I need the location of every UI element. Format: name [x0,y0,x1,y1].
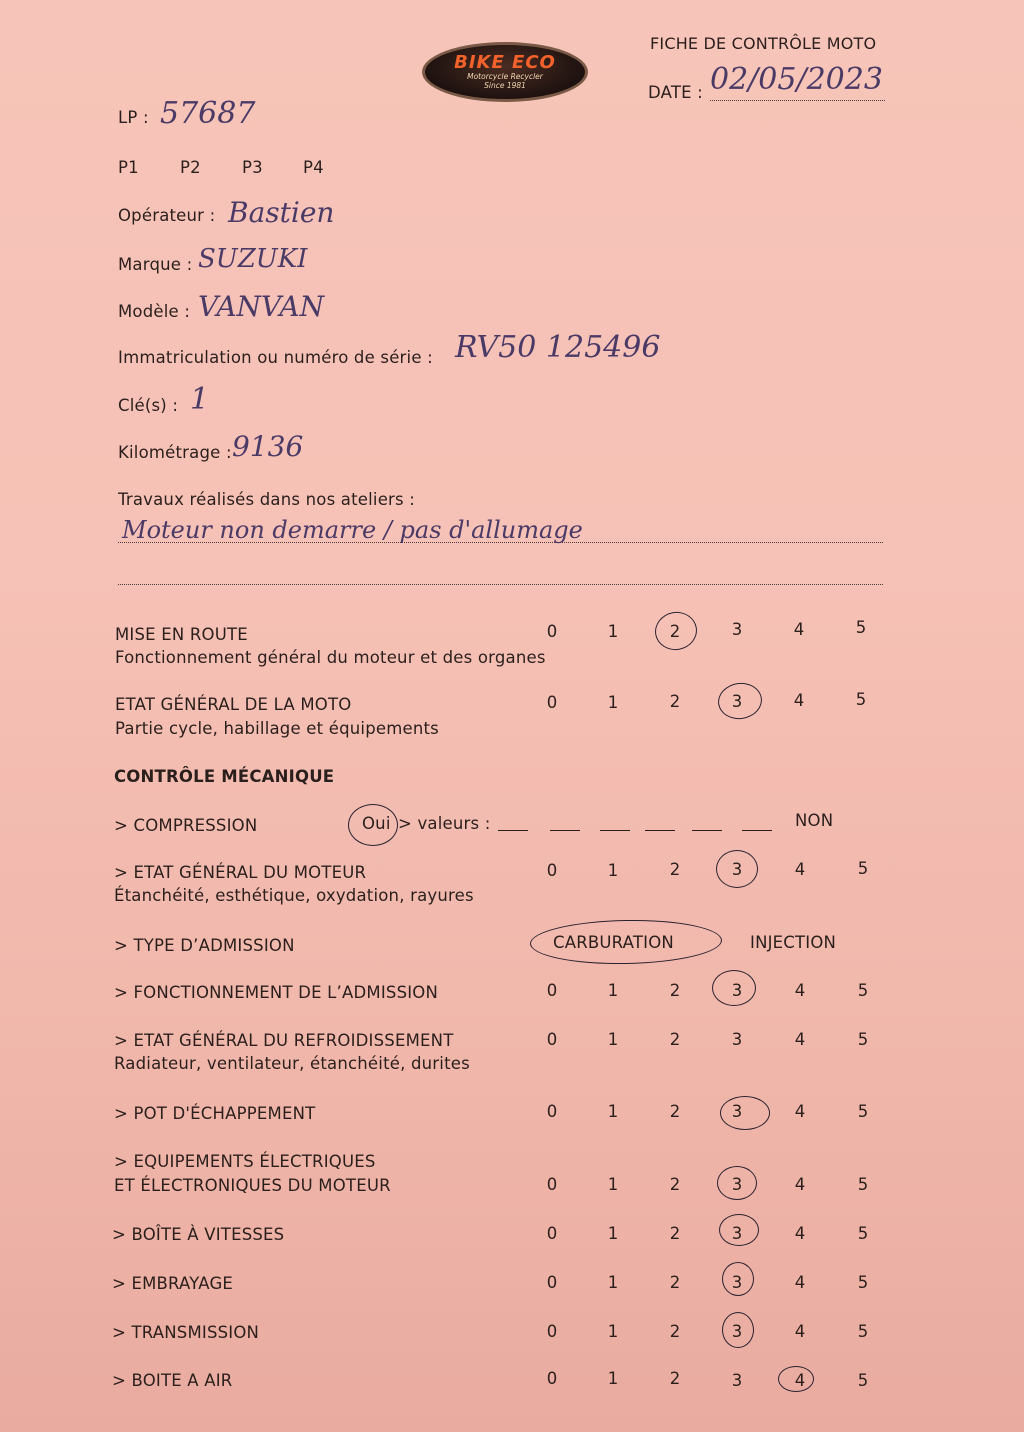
score-0[interactable]: 0 [546,861,558,880]
score-1[interactable]: 1 [607,861,619,880]
admission-injection[interactable]: INJECTION [750,933,837,952]
works-line-2[interactable] [118,584,883,585]
score-4[interactable]: 4 [794,1322,806,1341]
score-0[interactable]: 0 [546,1273,558,1292]
bike-state-sub: Partie cycle, habillage et équipements [115,719,439,738]
compression-value-4[interactable] [645,830,675,831]
score-2[interactable]: 2 [669,981,681,1000]
logo-tagline: Motorcycle Recycler [467,72,543,81]
score-1[interactable]: 1 [607,1224,619,1243]
model-label: Modèle : [118,302,191,321]
admission-type-label: > TYPE D’ADMISSION [114,936,295,955]
electrical-selection-circle [717,1166,757,1200]
admission-function-label: > FONCTIONNEMENT DE L’ADMISSION [114,983,439,1002]
compression-value-1[interactable] [498,830,528,831]
score-5[interactable]: 5 [857,859,869,878]
score-2[interactable]: 2 [669,1102,681,1121]
bike-state-selection-circle [716,680,765,722]
cooling-sub: Radiateur, ventilateur, étanchéité, durites [114,1054,470,1073]
brand-value[interactable]: SUZUKI [198,244,308,274]
score-4[interactable]: 4 [794,1224,806,1243]
p3-option[interactable]: P3 [242,158,263,177]
score-5[interactable]: 5 [857,1273,869,1292]
engine-state-label: > ETAT GÉNÉRAL DU MOTEUR [114,863,367,882]
score-0[interactable]: 0 [546,693,558,712]
compression-value-6[interactable] [742,830,772,831]
score-2[interactable]: 2 [669,1175,681,1194]
lp-label: LP : [118,108,149,127]
score-2[interactable]: 2 [669,1322,681,1341]
compression-values-label: > valeurs : [398,814,491,833]
compression-oui[interactable]: Oui [362,814,391,833]
exhaust-label: > POT D'ÉCHAPPEMENT [114,1104,316,1123]
p2-option[interactable]: P2 [180,158,201,177]
score-2[interactable]: 2 [669,692,681,711]
score-1[interactable]: 1 [607,1273,619,1292]
lp-value[interactable]: 57687 [160,96,256,131]
bike-state-label: ETAT GÉNÉRAL DE LA MOTO [115,695,352,714]
score-5[interactable]: 5 [857,1102,869,1121]
compression-value-3[interactable] [600,830,630,831]
clutch-label: > EMBRAYAGE [112,1274,234,1293]
mileage-value[interactable]: 9136 [232,430,304,463]
score-1[interactable]: 1 [607,622,619,641]
score-4[interactable]: 4 [794,1371,806,1390]
works-label: Travaux réalisés dans nos ateliers : [118,490,416,509]
logo-brand: BIKE ECO [454,52,556,73]
engine-state-sub: Étanchéité, esthétique, oxydation, rayures [114,886,474,905]
keys-label: Clé(s) : [118,396,179,415]
compression-oui-circle [348,804,398,846]
score-2[interactable]: 2 [669,1273,681,1292]
cooling-label: > ETAT GÉNÉRAL DU REFROIDISSEMENT [114,1031,454,1050]
score-1[interactable]: 1 [607,1175,619,1194]
bike-eco-logo [422,42,588,102]
score-4[interactable]: 4 [793,691,805,710]
date-line [710,100,885,101]
electrical-label-2: ET ÉLECTRONIQUES DU MOTEUR [114,1176,391,1195]
transmission-label: > TRANSMISSION [112,1323,260,1342]
score-4[interactable]: 4 [793,620,805,639]
score-2[interactable]: 2 [669,860,681,879]
airbox-selection-circle [778,1366,814,1392]
score-1[interactable]: 1 [607,1102,619,1121]
mechanical-heading: CONTRÔLE MÉCANIQUE [114,767,335,786]
score-3[interactable]: 3 [731,1371,743,1390]
start-up-selection-circle [652,609,700,654]
score-0[interactable]: 0 [546,981,558,1000]
electrical-label: > EQUIPEMENTS ÉLECTRIQUES [114,1152,376,1171]
score-0[interactable]: 0 [546,622,558,641]
score-2[interactable]: 2 [669,1224,681,1243]
score-1[interactable]: 1 [607,1030,619,1049]
mileage-label: Kilométrage : [118,443,232,462]
score-5[interactable]: 5 [857,981,869,1000]
score-3[interactable]: 3 [731,981,743,1000]
score-5[interactable]: 5 [857,1030,869,1049]
compression-value-2[interactable] [550,830,580,831]
score-3[interactable]: 3 [731,860,743,879]
compression-non[interactable]: NON [795,811,834,830]
score-0[interactable]: 0 [546,1322,558,1341]
score-0[interactable]: 0 [546,1102,558,1121]
score-1[interactable]: 1 [607,693,619,712]
score-3[interactable]: 3 [731,1273,743,1292]
score-5[interactable]: 5 [857,1224,869,1243]
compression-value-5[interactable] [692,830,722,831]
p4-option[interactable]: P4 [303,158,324,177]
admission-carburation[interactable]: CARBURATION [553,933,674,952]
model-value[interactable]: VANVAN [198,290,325,323]
gearbox-selection-circle [719,1214,759,1246]
score-5[interactable]: 5 [855,618,867,637]
score-3[interactable]: 3 [731,1175,743,1194]
engine-state-selection-circle [716,850,758,888]
registration-value[interactable]: RV50 125496 [455,330,661,365]
score-3[interactable]: 3 [731,1102,743,1121]
score-5[interactable]: 5 [857,1322,869,1341]
score-3[interactable]: 3 [731,1322,743,1341]
score-4[interactable]: 4 [794,1030,806,1049]
carburation-circle [530,918,723,965]
score-5[interactable]: 5 [857,1371,869,1390]
clutch-selection-circle [722,1262,754,1296]
score-2[interactable]: 2 [669,622,681,641]
compression-label: > COMPRESSION [114,816,258,835]
score-5[interactable]: 5 [857,1175,869,1194]
score-0[interactable]: 0 [546,1369,558,1388]
admission-function-selection-circle [712,970,756,1006]
start-up-sub: Fonctionnement général du moteur et des organes [115,648,546,667]
form-title: FICHE DE CONTRÔLE MOTO [650,34,877,53]
start-up-label: MISE EN ROUTE [115,625,248,644]
score-2[interactable]: 2 [669,1369,681,1388]
score-4[interactable]: 4 [794,860,806,879]
works-value[interactable]: Moteur non demarre / pas d'allumage [122,516,583,544]
date-value[interactable]: 02/05/2023 [710,62,883,97]
score-4[interactable]: 4 [794,1102,806,1121]
score-4[interactable]: 4 [794,981,806,1000]
date-label: DATE : [648,83,703,102]
logo-since: Since 1981 [484,81,526,90]
p1-option[interactable]: P1 [118,158,139,177]
score-3[interactable]: 3 [731,692,743,711]
score-1[interactable]: 1 [607,1369,619,1388]
score-0[interactable]: 0 [546,1030,558,1049]
score-1[interactable]: 1 [607,1322,619,1341]
score-4[interactable]: 4 [794,1273,806,1292]
keys-value[interactable]: 1 [190,382,210,417]
exhaust-selection-circle [720,1096,770,1130]
gearbox-label: > BOÎTE À VITESSES [112,1225,285,1244]
score-5[interactable]: 5 [855,690,867,709]
score-1[interactable]: 1 [607,981,619,1000]
score-0[interactable]: 0 [546,1224,558,1243]
registration-label: Immatriculation ou numéro de série : [118,348,433,367]
score-3[interactable]: 3 [731,1224,743,1243]
airbox-label: > BOITE A AIR [112,1371,233,1390]
score-3[interactable]: 3 [731,620,743,639]
operator-value[interactable]: Bastien [228,196,335,229]
score-2[interactable]: 2 [669,1030,681,1049]
brand-label: Marque : [118,255,193,274]
transmission-selection-circle [722,1312,754,1348]
score-3[interactable]: 3 [731,1030,743,1049]
score-0[interactable]: 0 [546,1175,558,1194]
operator-label: Opérateur : [118,206,216,225]
score-4[interactable]: 4 [794,1175,806,1194]
